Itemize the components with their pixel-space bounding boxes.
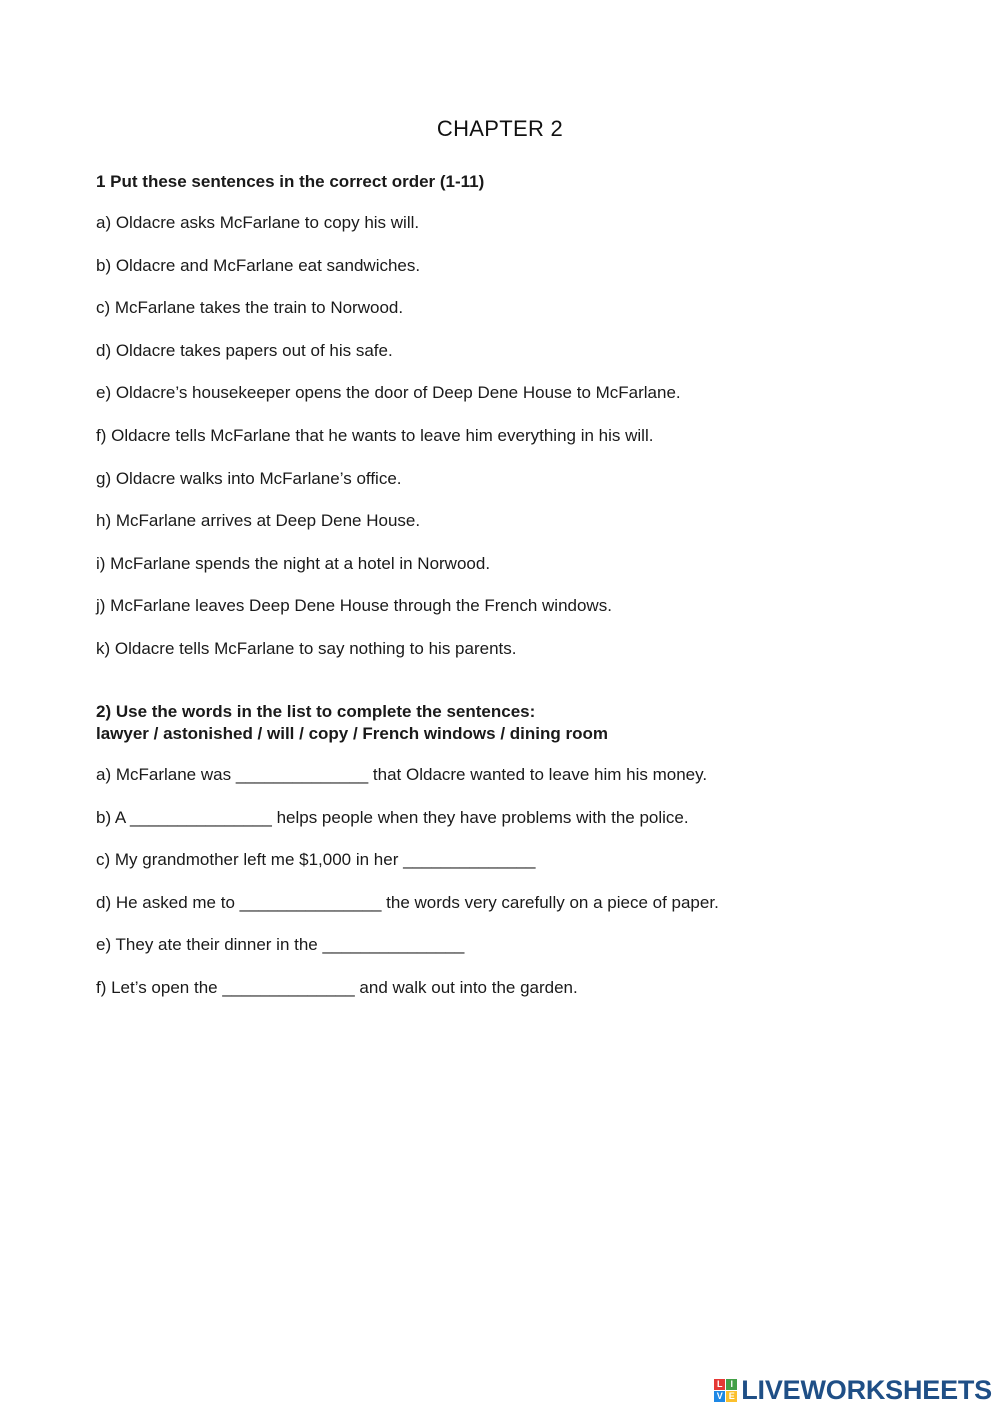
question-2-item-c: c) My grandmother left me $1,000 in her ______________ [96, 850, 536, 869]
question-1-heading: 1 Put these sentences in the correct order (1-11) [96, 172, 485, 191]
question-1-item-i: i) McFarlane spends the night at a hotel in Norwood. [96, 553, 491, 573]
question-1-item-h: h) McFarlane arrives at Deep Dene House. [96, 511, 421, 531]
question-2-item-d: d) He asked me to _______________ the words very carefully on a piece of paper. [96, 892, 719, 912]
question-2-item-b: b) A _______________ helps people when they have problems with the police. [96, 807, 689, 827]
question-1-item-k: k) Oldacre tells McFarlane to say nothing to his parents. [96, 638, 517, 658]
question-2-item-e: e) They ate their dinner in the _______________ [96, 935, 465, 954]
liveworksheets-logo-text: LIVEWORKSHEETS [741, 1375, 992, 1405]
question-1-item-g: g) Oldacre walks into McFarlane’s office. [96, 468, 402, 488]
liveworksheets-logo [714, 1375, 992, 1405]
question-1-item-f: f) Oldacre tells McFarlane that he wants to leave him everything in his will. [96, 425, 654, 445]
logo-mark-cell: L [714, 1379, 725, 1390]
question-2-word-list: lawyer / astonished / will / copy / French windows / dining room [96, 724, 608, 743]
question-2-heading: 2) Use the words in the list to complete the sentences: [96, 702, 536, 721]
question-1-item-c: c) McFarlane takes the train to Norwood. [96, 298, 404, 318]
liveworksheets-logo-icon [714, 1379, 737, 1402]
question-1-item-d: d) Oldacre takes papers out of his safe. [96, 340, 393, 360]
question-1-item-e: e) Oldacre’s housekeeper opens the door of Deep Dene House to McFarlane. [96, 383, 681, 403]
question-2-item-f: f) Let’s open the ______________ and walk out into the garden. [96, 977, 578, 997]
page-title: CHAPTER 2 [436, 116, 564, 141]
logo-mark-cell: E [726, 1391, 737, 1402]
question-1-item-j: j) McFarlane leaves Deep Dene House through the French windows. [96, 596, 612, 616]
question-2-list [96, 764, 719, 1019]
question-1-item-a: a) Oldacre asks McFarlane to copy his will. [96, 213, 420, 232]
question-1-item-b: b) Oldacre and McFarlane eat sandwiches. [96, 255, 421, 275]
logo-mark-cell: V [714, 1391, 725, 1402]
question-1-list [96, 212, 681, 681]
question-2-heading-block [96, 701, 608, 745]
question-2-item-a: a) McFarlane was ______________ that Oldacre wanted to leave him his money. [96, 765, 708, 784]
logo-mark-cell: I [726, 1379, 737, 1390]
